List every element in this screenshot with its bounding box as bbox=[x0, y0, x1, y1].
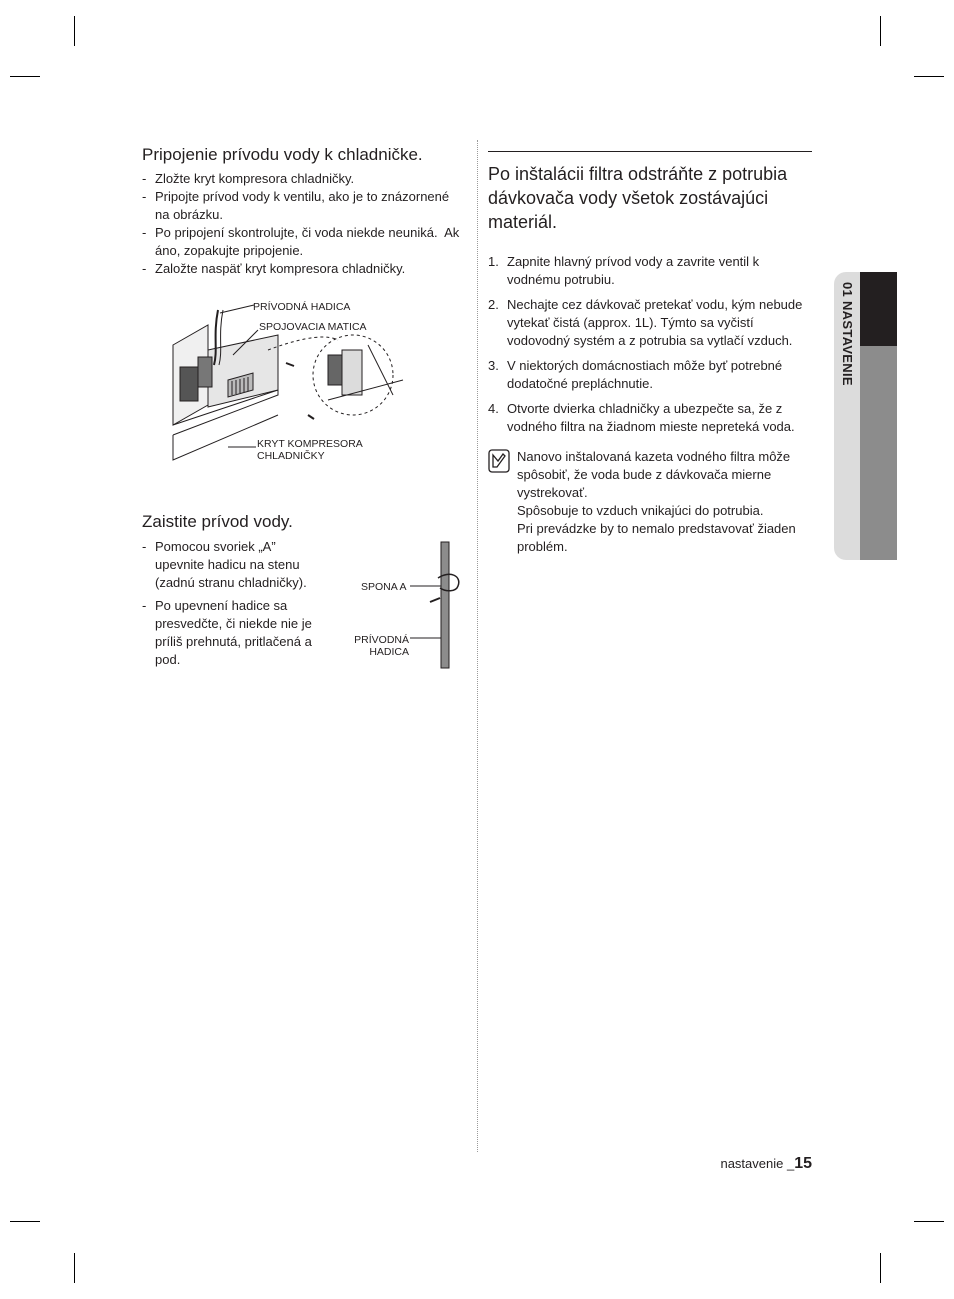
crop-mark bbox=[74, 16, 75, 46]
label-coupling-nut: SPOJOVACIA MATICA bbox=[259, 321, 367, 333]
connect-steps-list bbox=[142, 170, 467, 278]
crop-mark bbox=[914, 1221, 944, 1222]
footer-section: nastavenie _ bbox=[720, 1156, 795, 1171]
crop-mark bbox=[10, 76, 40, 77]
chapter-tab-label: 01 NASTAVENIE bbox=[840, 282, 855, 386]
step-number: 2. bbox=[488, 297, 499, 312]
step-number: 1. bbox=[488, 254, 499, 269]
step-number: 3. bbox=[488, 358, 499, 373]
list-item: - Pripojte prívod vody k ventilu, ako je to znázornené na obrázku. bbox=[142, 188, 467, 224]
right-column-rule bbox=[488, 151, 812, 152]
step-text: Zapnite hlavný prívod vody a zavrite ventil k vodnému potrubiu. bbox=[507, 254, 760, 287]
chapter-tab-shade bbox=[860, 346, 897, 560]
step-text: V niektorých domácnostiach môže byť potrebné dodatočné prepláchnutie. bbox=[507, 358, 783, 391]
label-clip-a: SPONA A bbox=[361, 581, 407, 593]
step-item bbox=[488, 400, 813, 436]
step-item bbox=[488, 253, 813, 289]
crop-mark bbox=[880, 16, 881, 46]
secure-steps-list bbox=[142, 538, 327, 669]
label-supply-hose-2 bbox=[350, 634, 409, 658]
list-item: - Pomocou svoriek „A” upevnite hadicu na stenu (zadnú stranu chladničky). bbox=[142, 538, 327, 592]
page-footer bbox=[640, 1155, 812, 1173]
label-supply-hose-2-line2: HADICA bbox=[369, 646, 409, 658]
chapter-tab-marker bbox=[860, 272, 897, 346]
page-number: 15 bbox=[794, 1155, 812, 1172]
label-compressor-cover-line2: CHLADNIČKY bbox=[257, 450, 325, 462]
list-item: - Zložte kryt kompresora chladničky. bbox=[142, 170, 467, 188]
step-text: Otvorte dvierka chladničky a ubezpečte sa, že z vodného filtra na žiadnom mieste nepreteká voda. bbox=[507, 401, 795, 434]
crop-mark bbox=[74, 1253, 75, 1283]
crop-mark bbox=[10, 1221, 40, 1222]
label-compressor-cover bbox=[257, 438, 363, 462]
flush-steps-list bbox=[488, 253, 813, 443]
hose-clip-illustration bbox=[410, 540, 466, 670]
list-item: - Po upevnení hadice sa presvedčte, či niekde nie je príliš prehnutá, pritlačená a pod. bbox=[142, 597, 327, 669]
step-number: 4. bbox=[488, 401, 499, 416]
column-divider bbox=[477, 140, 478, 1152]
section-title-flush-dispenser: Po inštalácii filtra odstráňte z potrubia dávkovača vody všetok zostávajúci materiál. bbox=[488, 164, 788, 232]
label-compressor-cover-line1: KRYT KOMPRESORA bbox=[257, 438, 363, 450]
note-line: Pri prevádzke by to nemalo predstavovať žiaden problém. bbox=[517, 521, 796, 554]
crop-mark bbox=[914, 76, 944, 77]
label-supply-hose-2-line1: PRÍVODNÁ bbox=[354, 634, 409, 646]
list-item: - Po pripojení skontrolujte, či voda niekde neuniká. Ak áno, zopakujte pripojenie. bbox=[142, 224, 467, 260]
section-title-connect-water: Pripojenie prívodu vody k chladničke. bbox=[142, 145, 423, 164]
label-supply-hose: PRÍVODNÁ HADICA bbox=[253, 301, 351, 313]
step-item bbox=[488, 357, 813, 393]
step-item bbox=[488, 296, 813, 350]
list-item: - Založte naspäť kryt kompresora chladničky. bbox=[142, 260, 467, 278]
step-text: Nechajte cez dávkovač pretekať vodu, kým nebude vytekať čistá (approx. 1L). Týmto sa vyčistí vodovodný systém a z potrubia sa vytlačí vzduch. bbox=[507, 297, 803, 348]
section-title-secure-water: Zaistite prívod vody. bbox=[142, 512, 293, 531]
crop-mark bbox=[880, 1253, 881, 1283]
note-line: Nanovo inštalovaná kazeta vodného filtra môže spôsobiť, že voda bude z dávkovača mierne vystrekovať. bbox=[517, 449, 791, 500]
note-pencil-icon bbox=[488, 449, 510, 473]
note-line: Spôsobuje to vzduch vnikajúci do potrubia. bbox=[517, 503, 764, 518]
note-text bbox=[517, 448, 817, 556]
